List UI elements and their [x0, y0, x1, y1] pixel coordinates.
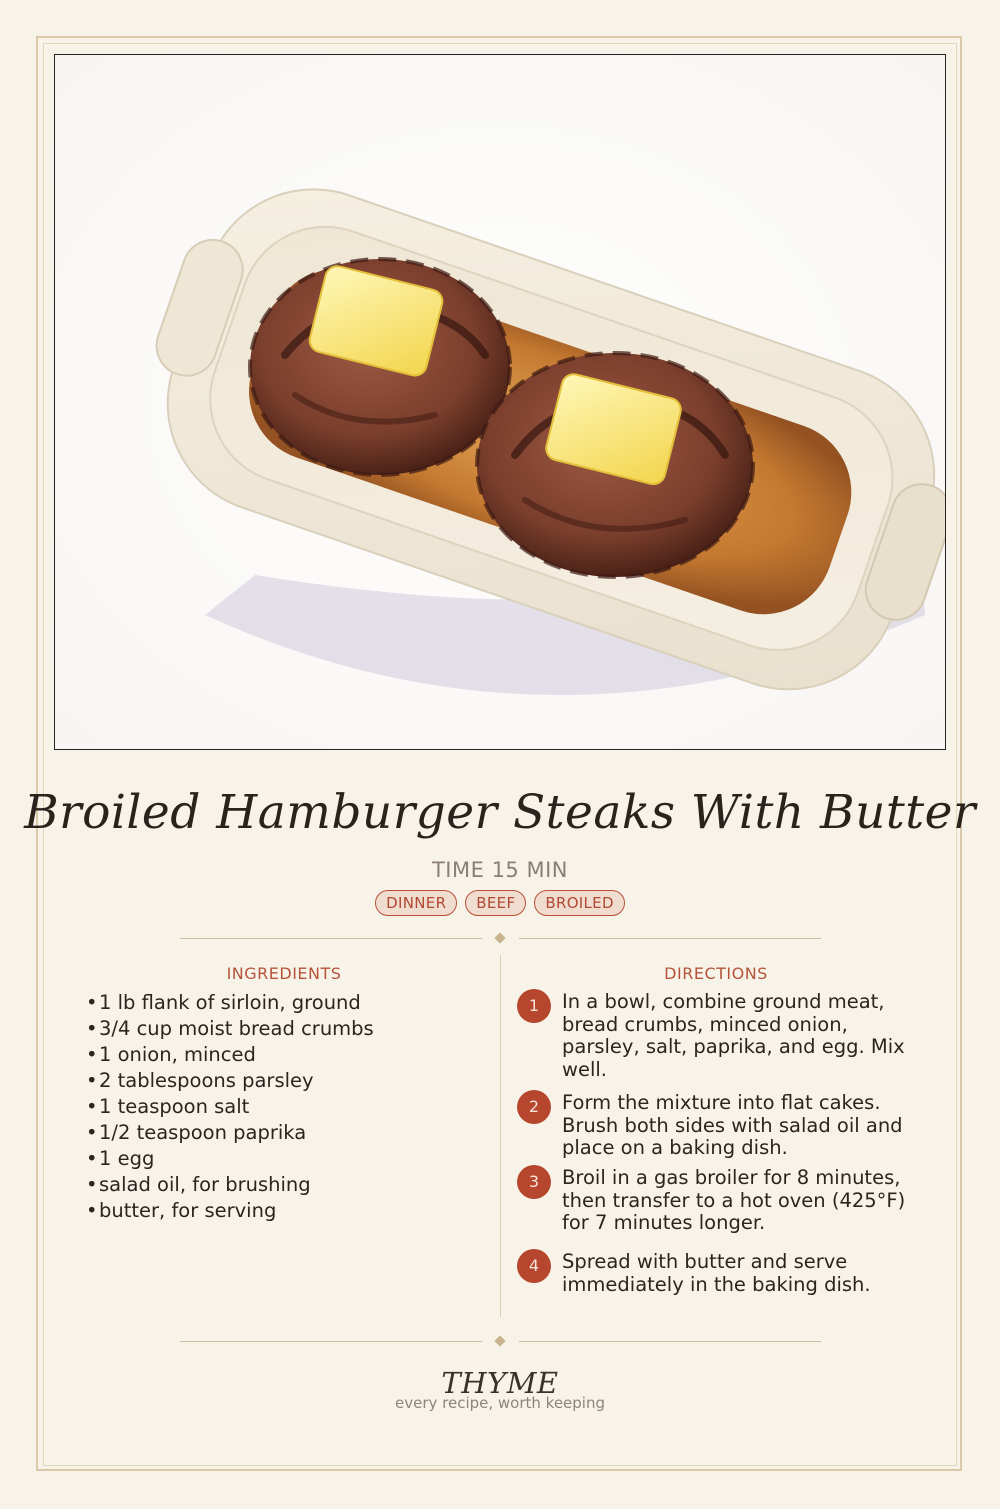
cook-time: TIME 15 MIN — [431, 858, 568, 882]
list-item: •1 lb flank of sirloin, ground — [86, 991, 361, 1014]
list-item: •3/4 cup moist bread crumbs — [86, 1017, 374, 1040]
ingredient-text: salad oil, for brushing — [99, 1173, 311, 1196]
diamond-ornament-icon — [494, 1335, 505, 1346]
ingredient-text: 1/2 teaspoon paprika — [99, 1121, 307, 1144]
bottom-divider — [180, 1335, 821, 1349]
tag-broiled[interactable]: BROILED — [534, 890, 624, 916]
ingredients-list — [86, 990, 374, 1224]
list-item: •1/2 teaspoon paprika — [86, 1121, 307, 1144]
ingredient-text: 1 teaspoon salt — [99, 1095, 250, 1118]
brand-tagline: every recipe, worth keeping — [394, 1394, 605, 1412]
list-item: •butter, for serving — [86, 1199, 277, 1222]
tag-list — [0, 890, 1000, 916]
step-text: Form the mixture into flat cakes. Brush both sides with salad oil and place on a baking dish. — [562, 1091, 903, 1159]
ingredient-text: 3/4 cup moist bread crumbs — [99, 1017, 374, 1040]
top-divider — [180, 932, 821, 946]
step-number-badge: 4 — [517, 1249, 551, 1283]
recipe-title: Broiled Hamburger Steaks With Butter — [24, 785, 976, 840]
ingredient-text: 1 egg — [99, 1147, 155, 1170]
tag-dinner[interactable]: DINNER — [375, 890, 457, 916]
step-number-badge: 3 — [517, 1165, 551, 1199]
step-number-badge: 2 — [517, 1090, 551, 1124]
ingredient-text: 1 onion, minced — [99, 1043, 256, 1066]
ingredient-text: 1 lb flank of sirloin, ground — [99, 991, 361, 1014]
list-item: •salad oil, for brushing — [86, 1173, 311, 1196]
step-text: In a bowl, combine ground meat, bread crumbs, minced onion, parsley, salt, paprika, and egg. Mix well. — [562, 990, 905, 1081]
step-text: Broil in a gas broiler for 8 minutes, then transfer to a hot oven (425°F) for 7 minutes longer. — [562, 1166, 906, 1234]
column-divider — [500, 955, 501, 1317]
ingredients-heading: INGREDIENTS — [226, 964, 342, 983]
recipe-illustration — [54, 54, 946, 750]
list-item: •2 tablespoons parsley — [86, 1069, 314, 1092]
list-item: •1 teaspoon salt — [86, 1095, 250, 1118]
directions-heading: DIRECTIONS — [664, 964, 768, 983]
ingredient-text: 2 tablespoons parsley — [99, 1069, 314, 1092]
ingredient-text: butter, for serving — [99, 1199, 277, 1222]
diamond-ornament-icon — [494, 932, 505, 943]
step-number-badge: 1 — [517, 989, 551, 1023]
list-item: •1 onion, minced — [86, 1043, 256, 1066]
tag-beef[interactable]: BEEF — [465, 890, 526, 916]
step-text: Spread with butter and serve immediately in the baking dish. — [562, 1250, 871, 1296]
brand-logo: THYME — [441, 1366, 559, 1400]
list-item: •1 egg — [86, 1147, 155, 1170]
